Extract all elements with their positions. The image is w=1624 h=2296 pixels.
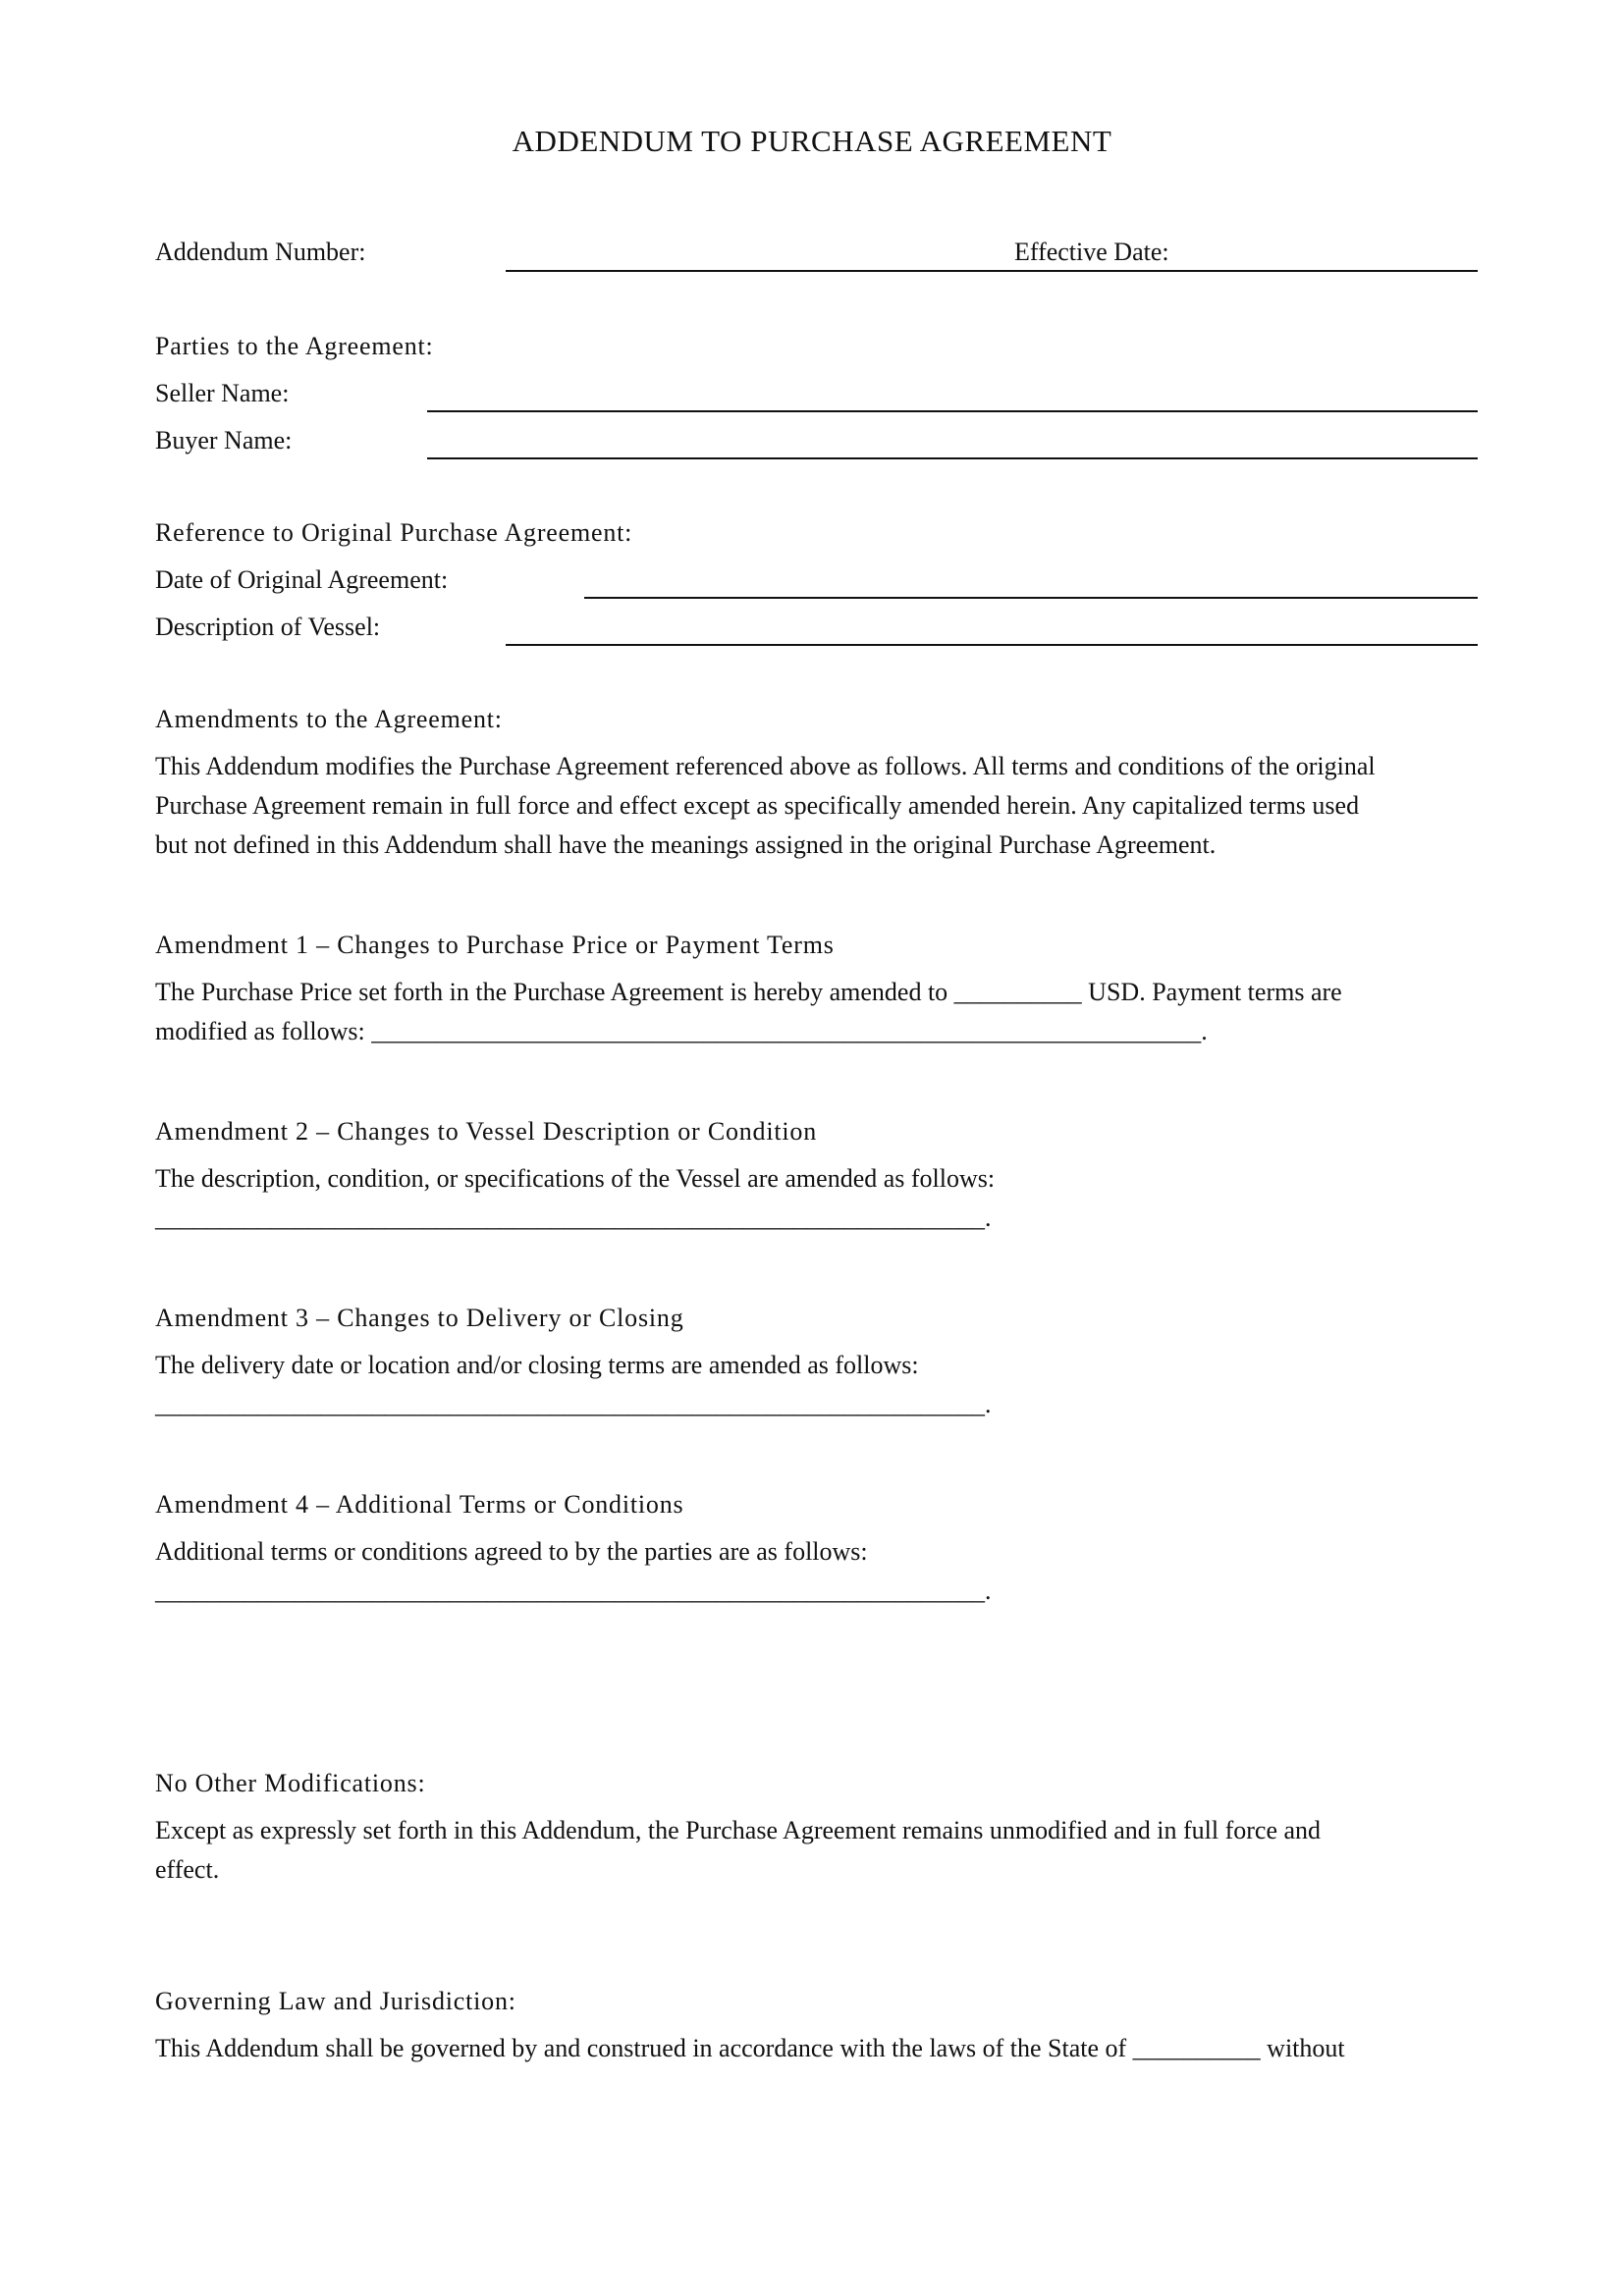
addendum-number-label: Addendum Number: bbox=[155, 238, 366, 266]
amendment-1-line-1: The Purchase Price set forth in the Purchase Agreement is hereby amended to __________ USD. Payment terms are bbox=[155, 978, 1342, 1006]
amendment-3-line-1: The delivery date or location and/or closing terms are amended as follows: bbox=[155, 1351, 919, 1379]
amendment-1-heading: Amendment 1 – Changes to Purchase Price or Payment Terms bbox=[155, 931, 835, 959]
amendment-3-line-2: _________________________________________________________________. bbox=[155, 1390, 992, 1418]
amendments-heading: Amendments to the Agreement: bbox=[155, 705, 503, 733]
original-date-label: Date of Original Agreement: bbox=[155, 565, 449, 594]
buyer-name-line[interactable] bbox=[427, 457, 1478, 459]
document-title: ADDENDUM TO PURCHASE AGREEMENT bbox=[512, 124, 1112, 158]
amendment-2-line-1: The description, condition, or specifications of the Vessel are amended as follows: bbox=[155, 1164, 996, 1193]
amendment-3-heading: Amendment 3 – Changes to Delivery or Closing bbox=[155, 1304, 684, 1332]
effective-date-label: Effective Date: bbox=[1011, 238, 1172, 267]
governing-law-line-1: This Addendum shall be governed by and construed in accordance with the laws of the State of __________ without bbox=[155, 2034, 1345, 2062]
reference-heading: Reference to Original Purchase Agreement: bbox=[155, 518, 633, 547]
addendum-number-line[interactable] bbox=[506, 270, 1478, 272]
original-date-line[interactable] bbox=[584, 597, 1478, 599]
amendments-intro-line-3: but not defined in this Addendum shall have the meanings assigned in the original Purchase Agreement. bbox=[155, 830, 1217, 859]
no-other-modifications-heading: No Other Modifications: bbox=[155, 1769, 426, 1797]
amendments-intro-line-2: Purchase Agreement remain in full force and effect except as specifically amended herein. Any capitalized terms used bbox=[155, 791, 1360, 820]
no-other-modifications-line-2: effect. bbox=[155, 1855, 220, 1884]
seller-name-line[interactable] bbox=[427, 410, 1478, 412]
vessel-description-label: Description of Vessel: bbox=[155, 613, 381, 641]
amendment-1-line-2: modified as follows: _________________________________________________________________. bbox=[155, 1017, 1208, 1045]
governing-law-heading: Governing Law and Jurisdiction: bbox=[155, 1987, 516, 2015]
buyer-name-label: Buyer Name: bbox=[155, 426, 293, 454]
no-other-modifications-line-1: Except as expressly set forth in this Addendum, the Purchase Agreement remains unmodified and in full force and bbox=[155, 1816, 1322, 1844]
parties-heading: Parties to the Agreement: bbox=[155, 332, 434, 360]
amendment-4-line-2: _________________________________________________________________. bbox=[155, 1576, 992, 1605]
amendment-2-line-2: _________________________________________________________________. bbox=[155, 1203, 992, 1232]
vessel-description-line[interactable] bbox=[506, 644, 1478, 646]
seller-name-label: Seller Name: bbox=[155, 379, 290, 407]
amendment-4-heading: Amendment 4 – Additional Terms or Conditions bbox=[155, 1490, 684, 1519]
amendments-intro-line-1: This Addendum modifies the Purchase Agreement referenced above as follows. All terms and conditions of the original bbox=[155, 752, 1376, 780]
amendment-2-heading: Amendment 2 – Changes to Vessel Description or Condition bbox=[155, 1117, 818, 1146]
amendment-4-line-1: Additional terms or conditions agreed to by the parties are as follows: bbox=[155, 1537, 868, 1566]
